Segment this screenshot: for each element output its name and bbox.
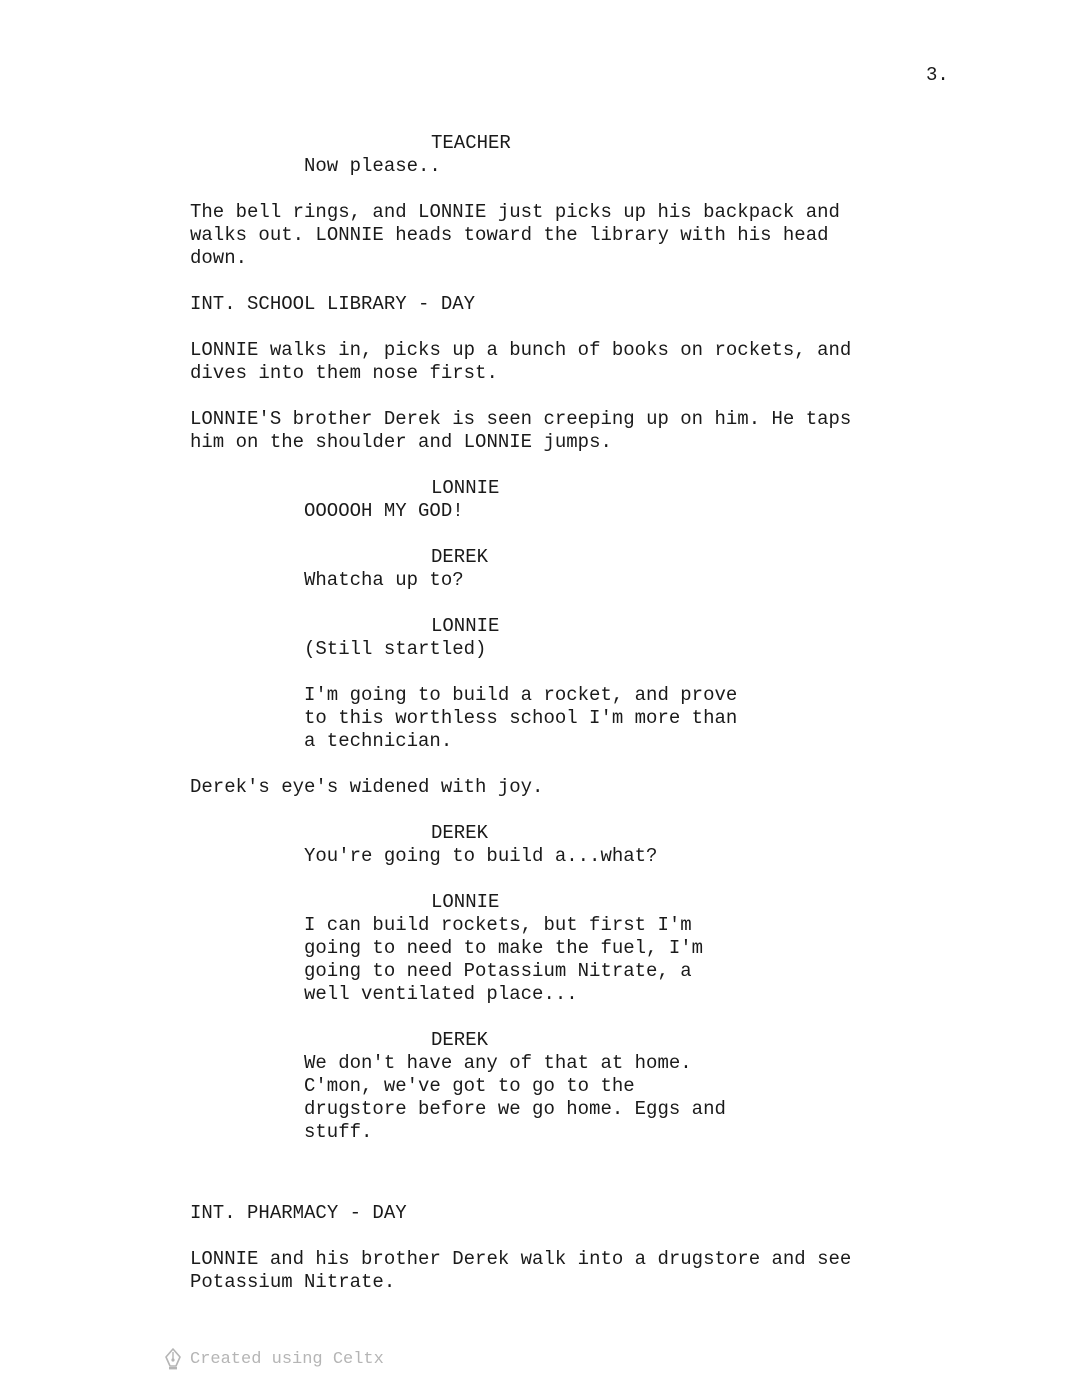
dialogue-line: C'mon, we've got to go to the bbox=[304, 1075, 635, 1097]
character-cue: DEREK bbox=[431, 1029, 489, 1051]
dialogue-line: We don't have any of that at home. bbox=[304, 1052, 692, 1074]
dialogue-line: drugstore before we go home. Eggs and bbox=[304, 1098, 726, 1120]
dialogue-line: well ventilated place... bbox=[304, 983, 578, 1005]
scene-heading: INT. PHARMACY - DAY bbox=[190, 1202, 407, 1224]
dialogue-line: Now please.. bbox=[304, 155, 441, 177]
dialogue-line: a technician. bbox=[304, 730, 453, 752]
character-cue: DEREK bbox=[431, 822, 489, 844]
action-line: down. bbox=[190, 247, 248, 269]
character-cue: LONNIE bbox=[431, 615, 500, 637]
footer bbox=[164, 1346, 384, 1372]
dialogue-line: OOOOOH MY GOD! bbox=[304, 500, 464, 522]
dialogue-line: You're going to build a...what? bbox=[304, 845, 658, 867]
character-cue: TEACHER bbox=[431, 132, 511, 154]
action-line: dives into them nose first. bbox=[190, 362, 498, 384]
page-number: 3. bbox=[926, 64, 949, 86]
scene-heading: INT. SCHOOL LIBRARY - DAY bbox=[190, 293, 476, 315]
parenthetical-line: (Still startled) bbox=[304, 638, 487, 660]
action-line: LONNIE walks in, picks up a bunch of books on rockets, and bbox=[190, 339, 852, 361]
character-cue: DEREK bbox=[431, 546, 489, 568]
dialogue-line: going to need to make the fuel, I'm bbox=[304, 937, 704, 959]
dialogue-line: I'm going to build a rocket, and prove bbox=[304, 684, 738, 706]
character-cue: LONNIE bbox=[431, 891, 500, 913]
action-line: The bell rings, and LONNIE just picks up his backpack and bbox=[190, 201, 840, 223]
action-line: Potassium Nitrate. bbox=[190, 1271, 396, 1293]
action-line: LONNIE and his brother Derek walk into a drugstore and see bbox=[190, 1248, 852, 1270]
action-line: Derek's eye's widened with joy. bbox=[190, 776, 544, 798]
character-cue: LONNIE bbox=[431, 477, 500, 499]
footer-text: Created using Celtx bbox=[190, 1349, 384, 1369]
dialogue-line: stuff. bbox=[304, 1121, 373, 1143]
action-line: LONNIE'S brother Derek is seen creeping up on him. He taps bbox=[190, 408, 852, 430]
celtx-pen-icon bbox=[164, 1348, 182, 1370]
action-line: walks out. LONNIE heads toward the library with his head bbox=[190, 224, 829, 246]
dialogue-line: going to need Potassium Nitrate, a bbox=[304, 960, 692, 982]
dialogue-line: I can build rockets, but first I'm bbox=[304, 914, 692, 936]
dialogue-line: Whatcha up to? bbox=[304, 569, 464, 591]
screenplay-body bbox=[0, 132, 1080, 1294]
action-line: him on the shoulder and LONNIE jumps. bbox=[190, 431, 612, 453]
dialogue-line: to this worthless school I'm more than bbox=[304, 707, 738, 729]
